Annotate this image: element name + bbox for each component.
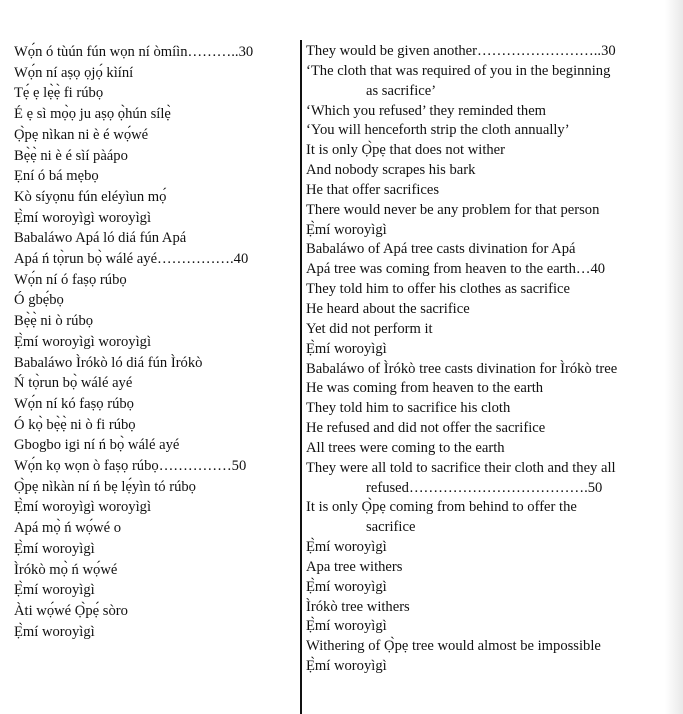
english-verse-line: Ìrókò tree withers [306, 598, 410, 615]
english-verse-line: Ẹ̀mí woroyìgì [306, 578, 387, 595]
english-verse-line: refused……………………………….50 [366, 479, 603, 496]
column-divider [300, 40, 302, 714]
yoruba-verse-line: Ẹ̀mí woroyìgì [14, 582, 95, 599]
english-verse-line: Ẹ̀mí woroyìgì [306, 221, 387, 238]
yoruba-verse-line: Ẹ̀mí woroyìgì woroyìgì [14, 499, 152, 516]
yoruba-verse-line: Wọ́n ní aṣọ ọjọ́ kìíní [14, 64, 134, 81]
yoruba-verse-line: Kò síyọnu fún eléyìun mọ́ [14, 188, 167, 205]
english-verse-line: ‘Which you refused’ they reminded them [306, 102, 547, 119]
yoruba-verse-line: Wọ́n ní kó faṣọ rúbọ [14, 395, 134, 412]
english-verse-line: sacrifice [366, 519, 416, 536]
yoruba-verse-line: Babaláwo Ìrókò ló diá fún Ìrókò [14, 354, 203, 371]
english-verse-line: There would never be any problem for that person [306, 201, 600, 218]
english-verse-line: Withering of Ọ̀pẹ tree would almost be impossible [306, 638, 601, 655]
english-verse-line: He refused and did not offer the sacrifice [306, 420, 546, 437]
yoruba-verse-line: Ọ̀pẹ nìkàn ní ń bẹ lẹ́yìn tó rúbọ [14, 478, 196, 495]
english-verse-line: Ẹ̀mí woroyìgì [306, 340, 387, 357]
english-verse-line: ‘You will henceforth strip the cloth annually’ [306, 122, 570, 139]
english-translation-column [306, 42, 674, 677]
yoruba-verse-line: Apá mọ̀ ń wọ́wé o [14, 520, 122, 537]
english-verse-line: And nobody scrapes his bark [306, 162, 476, 179]
yoruba-verse-line: Bẹ̀ẹ̀ ni è é sìí pàápo [14, 147, 128, 164]
english-verse-line: All trees were coming to the earth [306, 439, 505, 456]
yoruba-verse-line: Wọ́n ó tùún fún wọn ní òmíìn………..30 [14, 44, 254, 60]
english-verse-line: He was coming from heaven to the earth [306, 380, 544, 397]
yoruba-verse-line: Ẹ̀mí woroyìgì [14, 623, 95, 640]
yoruba-verse-line: Wọ́n kọ wọn ò faṣọ rúbọ……………50 [14, 458, 247, 475]
yoruba-verse-line: Ó kọ̀ bẹ̀ẹ̀ ni ò fi rúbọ [14, 416, 136, 433]
english-verse-line: They told him to offer his clothes as sacrifice [306, 281, 570, 298]
english-verse-line: Ẹ̀mí woroyìgì [306, 539, 387, 556]
yoruba-text-column [14, 42, 299, 642]
yoruba-verse-line: Ẹ̀mí woroyìgì [14, 540, 95, 557]
yoruba-verse-line: Ọ̀pẹ nìkan ni è é wọ́wé [14, 126, 149, 143]
yoruba-verse-line: Bẹ̀ẹ̀ ni ò rúbọ [14, 313, 94, 330]
english-verse-line: It is only Ọ̀pẹ coming from behind to offer the [306, 499, 577, 516]
english-verse-line: Ẹ̀mí woroyìgì [306, 618, 387, 635]
yoruba-verse-line: Wọ́n ní ó faṣọ rúbọ [14, 271, 127, 288]
english-verse-line: It is only Ọ̀pẹ that does not wither [306, 142, 506, 159]
yoruba-verse-line: Babaláwo Apá ló diá fún Apá [14, 230, 187, 247]
yoruba-verse-line: Ẹní ó bá mẹbọ [14, 168, 99, 185]
yoruba-verse-line: Ẹ̀mí woroyìgì woroyìgì [14, 333, 152, 350]
yoruba-verse-line: Ó gbẹ́bọ [14, 292, 64, 309]
yoruba-verse-line: Apá ń tọ̀run bọ̀ wálé ayé…………….40 [14, 251, 249, 268]
english-verse-line: ‘The cloth that was required of you in the beginning [306, 62, 611, 79]
english-verse-line: Ẹ̀mí woroyìgì [306, 658, 387, 675]
english-verse-line: They were all told to sacrifice their cloth and they all [306, 459, 616, 476]
english-verse-line: He that offer sacrifices [306, 181, 440, 198]
english-verse-line: Apa tree withers [306, 558, 403, 575]
english-verse-line: They told him to sacrifice his cloth [306, 400, 511, 417]
yoruba-verse-line: Ń tọ̀run bọ̀ wálé ayé [14, 375, 133, 392]
english-verse-line: Babaláwo of Apá tree casts divination for Apá [306, 241, 576, 258]
english-verse-line: Babaláwo of Ìrókò tree casts divination for Ìrókò tree [306, 360, 618, 377]
english-verse-line: He heard about the sacrifice [306, 300, 470, 317]
english-verse-line: Apá tree was coming from heaven to the earth…40 [306, 261, 606, 278]
english-verse-line: as sacrifice’ [366, 82, 437, 99]
yoruba-verse-line: Ìrókò mọ̀ ń wọ́wé [14, 561, 118, 578]
yoruba-verse-line: É ẹ sì mọ̀ọ ju aṣọ ọ̀hún sílẹ̀ [14, 106, 171, 123]
yoruba-verse-line: Àti wọ́wé Ọ̀pẹ́ sòro [14, 602, 128, 619]
yoruba-verse-line: Tẹ́ ẹ lẹ̀ẹ̀ fi rúbọ [14, 85, 104, 102]
english-verse-line: They would be given another……………………..30 [306, 43, 616, 59]
yoruba-verse-line: Ẹ̀mí woroyìgì woroyìgì [14, 209, 152, 226]
english-verse-line: Yet did not perform it [306, 320, 433, 337]
yoruba-verse-line: Gbogbo igi ní ń bọ̀ wálé ayé [14, 437, 180, 454]
